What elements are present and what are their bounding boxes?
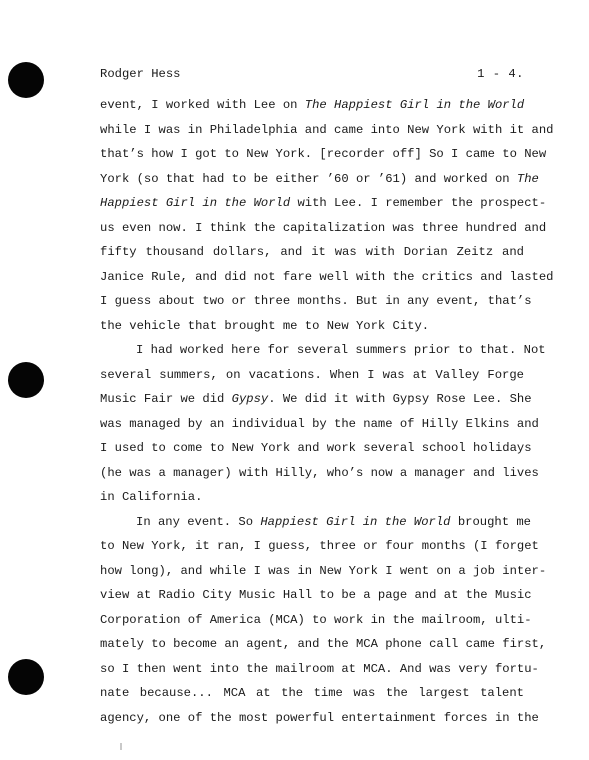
text-line — [100, 195, 547, 220]
text-line — [100, 146, 547, 171]
text-line — [100, 269, 554, 294]
italic-title-run: Gypsy — [231, 392, 269, 406]
text-run: to New York, it ran, I guess, three or four months (I forget — [100, 539, 539, 553]
text-line — [100, 244, 524, 269]
text-line — [100, 685, 524, 710]
text-run: us even now. I think the capitalization was three hundred and — [100, 220, 547, 235]
text-line — [100, 416, 539, 441]
text-line — [100, 171, 539, 196]
text-run: in California. — [100, 490, 203, 504]
text-run: fifty thousand dollars, and it was with Dorian Zeitz and — [100, 245, 524, 259]
text-run: while I was in Philadelphia and came into New York with it and — [100, 122, 554, 137]
text-run: . We did it with Gypsy Rose Lee. She — [268, 392, 532, 406]
text-line — [100, 489, 524, 514]
text-line — [100, 587, 532, 612]
page-header — [100, 66, 524, 82]
text-run: several summers, on vacations. When I was at Valley Forge — [100, 367, 524, 382]
text-run: agency, one of the most powerful entertainment forces in the — [100, 710, 539, 725]
scan-smudge — [120, 743, 122, 750]
text-run: was managed by an individual by the name of Hilly Elkins and — [100, 416, 539, 431]
text-run: (he was a manager) with Hilly, who’s now a manager and lives — [100, 465, 539, 480]
text-line — [100, 710, 539, 735]
text-line — [100, 563, 547, 588]
text-run: the vehicle that brought me to New York City. — [100, 318, 430, 333]
text-line — [100, 440, 532, 465]
text-run: that’s how I got to New York. [recorder off] So I came to New — [100, 147, 547, 161]
text-line — [100, 318, 524, 343]
binder-hole-bottom — [8, 659, 44, 695]
binder-hole-top — [8, 62, 44, 98]
text-run: Corporation of America (MCA) to work in the mailroom, ulti- — [100, 612, 532, 627]
text-run: event, I worked with Lee on — [100, 98, 305, 112]
text-run: Music Fair we did — [100, 392, 232, 406]
text-line — [100, 220, 547, 245]
text-run: brought me — [450, 514, 531, 529]
text-run: I guess about two or three months. But in any event, that’s — [100, 294, 532, 308]
italic-title-run: Happiest Girl in the World — [260, 514, 451, 529]
transcript-body — [100, 97, 554, 734]
text-run: I had worked here for several summers prior to that. Not — [136, 343, 546, 357]
text-line — [100, 122, 554, 147]
text-run: In any event. So — [136, 514, 261, 529]
text-run: how long), and while I was in New York I went on a job inter- — [100, 563, 547, 578]
text-line — [100, 538, 539, 563]
text-line — [100, 97, 524, 122]
text-line — [100, 367, 524, 392]
italic-title-run: The — [516, 171, 539, 186]
text-run: Janice Rule, and did not fare well with the critics and lasted — [100, 269, 554, 284]
text-line — [100, 391, 532, 416]
italic-title-run: Happiest Girl in the World — [100, 196, 291, 210]
text-run: so I then went into the mailroom at MCA. And was very fortu- — [100, 661, 539, 676]
text-run: view at Radio City Music Hall to be a page and at the Music — [100, 588, 532, 602]
text-line — [100, 293, 532, 318]
text-line — [100, 514, 531, 539]
header-page-number: 1 - 4. — [477, 67, 524, 81]
text-line — [100, 342, 546, 367]
text-run: with Lee. I remember the prospect- — [290, 196, 547, 210]
binder-hole-middle — [8, 362, 44, 398]
text-run: mately to become an agent, and the MCA phone call came first, — [100, 637, 547, 651]
text-line — [100, 636, 547, 661]
text-line — [100, 612, 532, 637]
text-line — [100, 661, 539, 686]
text-run: York (so that had to be either ’60 or ’61) and worked on — [100, 171, 517, 186]
text-line — [100, 465, 539, 490]
text-run: nate because... MCA at the time was the largest talent — [100, 686, 524, 700]
text-run: I used to come to New York and work several school holidays — [100, 441, 532, 455]
header-author: Rodger Hess — [100, 67, 181, 81]
italic-title-run: The Happiest Girl in the World — [304, 98, 525, 112]
